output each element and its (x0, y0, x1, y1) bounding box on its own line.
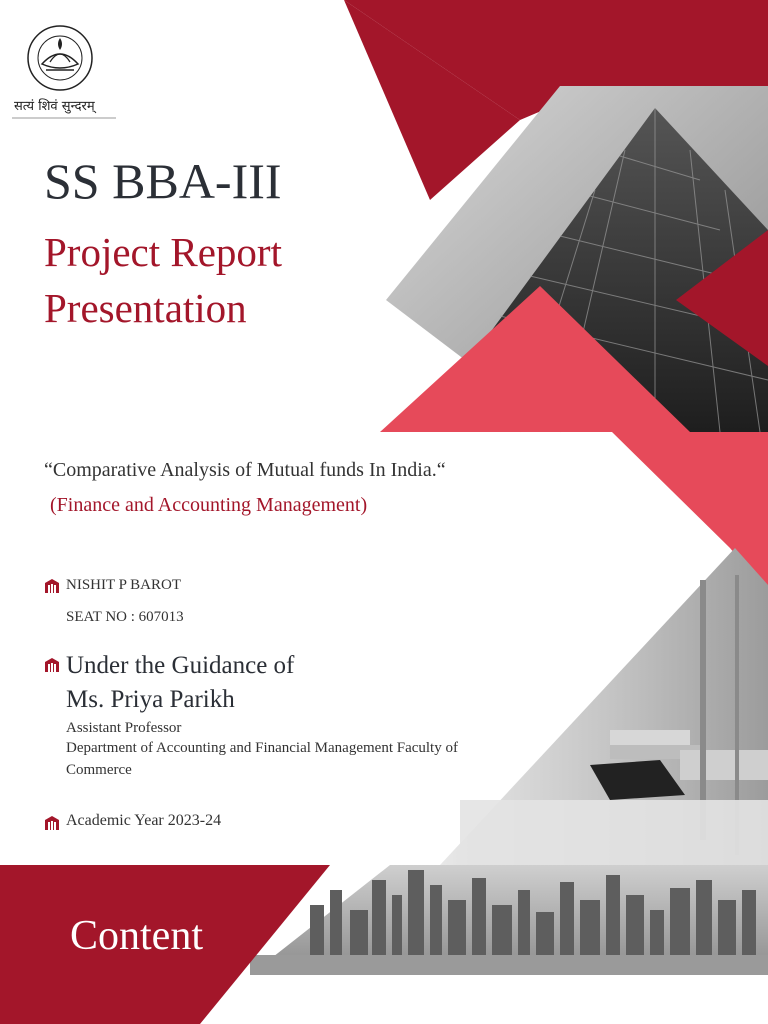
guide-department-line1: Department of Accounting and Financial Management Faculty of (66, 740, 458, 756)
university-motto: सत्यं शिवं सुन्दरम् (14, 99, 95, 114)
city-photo (250, 865, 768, 975)
academic-year: Academic Year 2023-24 (66, 812, 222, 829)
bullet-icon (44, 578, 60, 594)
project-topic: “Comparative Analysis of Mutual funds In India.“ (44, 459, 446, 481)
guide-department-line2: Commerce (66, 762, 132, 778)
page-title: SS BBA-III (44, 153, 282, 209)
bullet-icon (44, 815, 60, 831)
report-title-line2: Presentation (44, 285, 247, 331)
lobby-photo (440, 548, 768, 865)
guidance-heading: Under the Guidance of (66, 652, 295, 679)
guide-designation: Assistant Professor (66, 720, 182, 736)
content-label[interactable]: Content (70, 913, 203, 959)
student-name: NISHIT P BAROT (66, 577, 182, 593)
report-title-line1: Project Report (44, 229, 282, 275)
bullet-icon (44, 657, 60, 673)
seat-number: SEAT NO : 607013 (66, 609, 184, 625)
guide-name: Ms. Priya Parikh (66, 686, 235, 713)
project-area: (Finance and Accounting Management) (50, 494, 368, 516)
